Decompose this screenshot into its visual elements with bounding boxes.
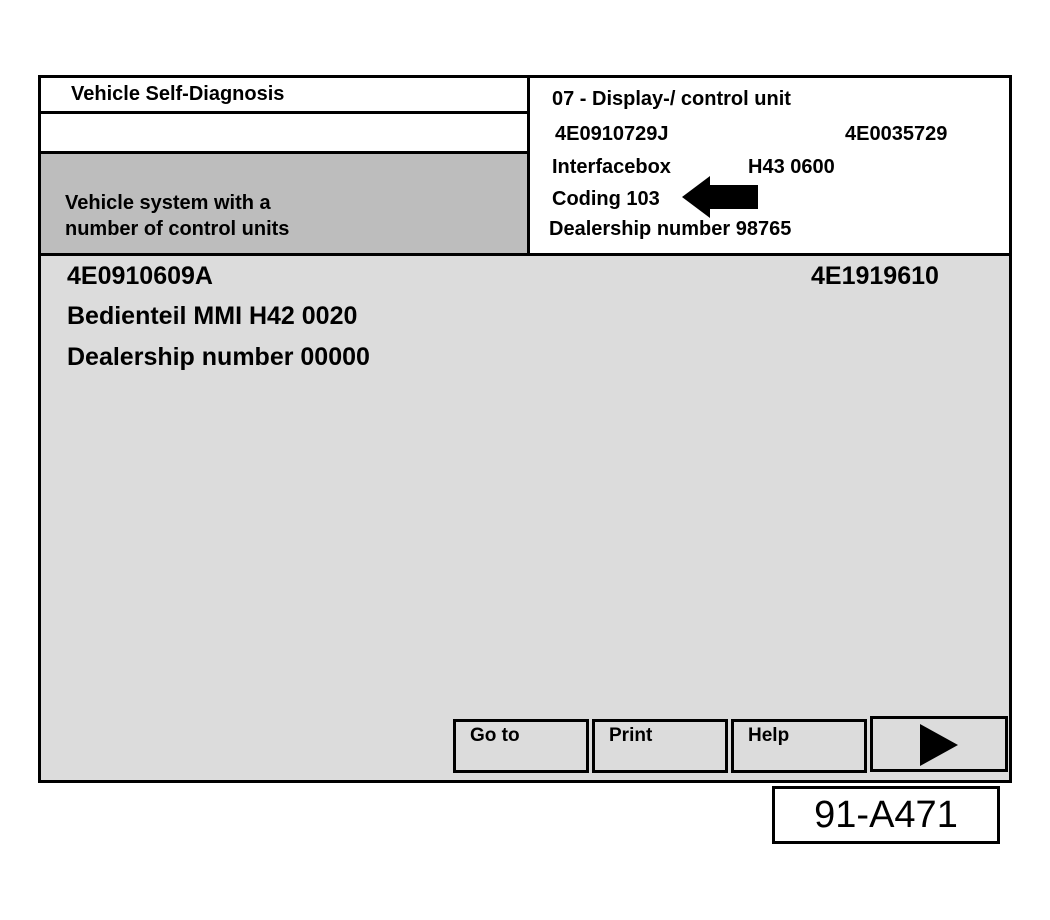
control-unit-address: 07 - Display-/ control unit bbox=[552, 88, 791, 110]
control-unit-panel bbox=[530, 78, 1009, 253]
header-left-panel bbox=[41, 78, 530, 253]
print-button[interactable]: Print bbox=[592, 719, 728, 773]
control-unit-component: Interfacebox bbox=[552, 156, 671, 178]
system-line-2: number of control units bbox=[65, 218, 290, 240]
main-component: Bedienteil MMI H42 0020 bbox=[67, 302, 358, 330]
main-part-number-right: 4E1919610 bbox=[811, 262, 939, 290]
empty-field bbox=[41, 114, 527, 154]
next-button[interactable] bbox=[870, 716, 1008, 772]
control-unit-part-number-right: 4E0035729 bbox=[845, 123, 948, 145]
control-unit-component-version: H43 0600 bbox=[748, 156, 835, 178]
system-line-1: Vehicle system with a bbox=[65, 192, 271, 214]
app-title: Vehicle Self-Diagnosis bbox=[41, 78, 527, 114]
control-unit-dealership: Dealership number 98765 bbox=[549, 218, 792, 240]
main-dealership: Dealership number 00000 bbox=[67, 343, 370, 371]
diagnosis-screen bbox=[38, 75, 1012, 783]
left-pointing-arrow-icon bbox=[682, 176, 762, 218]
main-part-number: 4E0910609A bbox=[67, 262, 213, 290]
vehicle-system-info bbox=[41, 154, 527, 253]
control-unit-coding: Coding 103 bbox=[552, 188, 660, 210]
control-unit-part-number: 4E0910729J bbox=[555, 123, 669, 145]
header-divider bbox=[41, 253, 1009, 256]
play-right-icon bbox=[920, 724, 960, 766]
goto-button[interactable]: Go to bbox=[453, 719, 589, 773]
figure-id-label: 91-A471 bbox=[772, 786, 1000, 844]
help-button[interactable]: Help bbox=[731, 719, 867, 773]
